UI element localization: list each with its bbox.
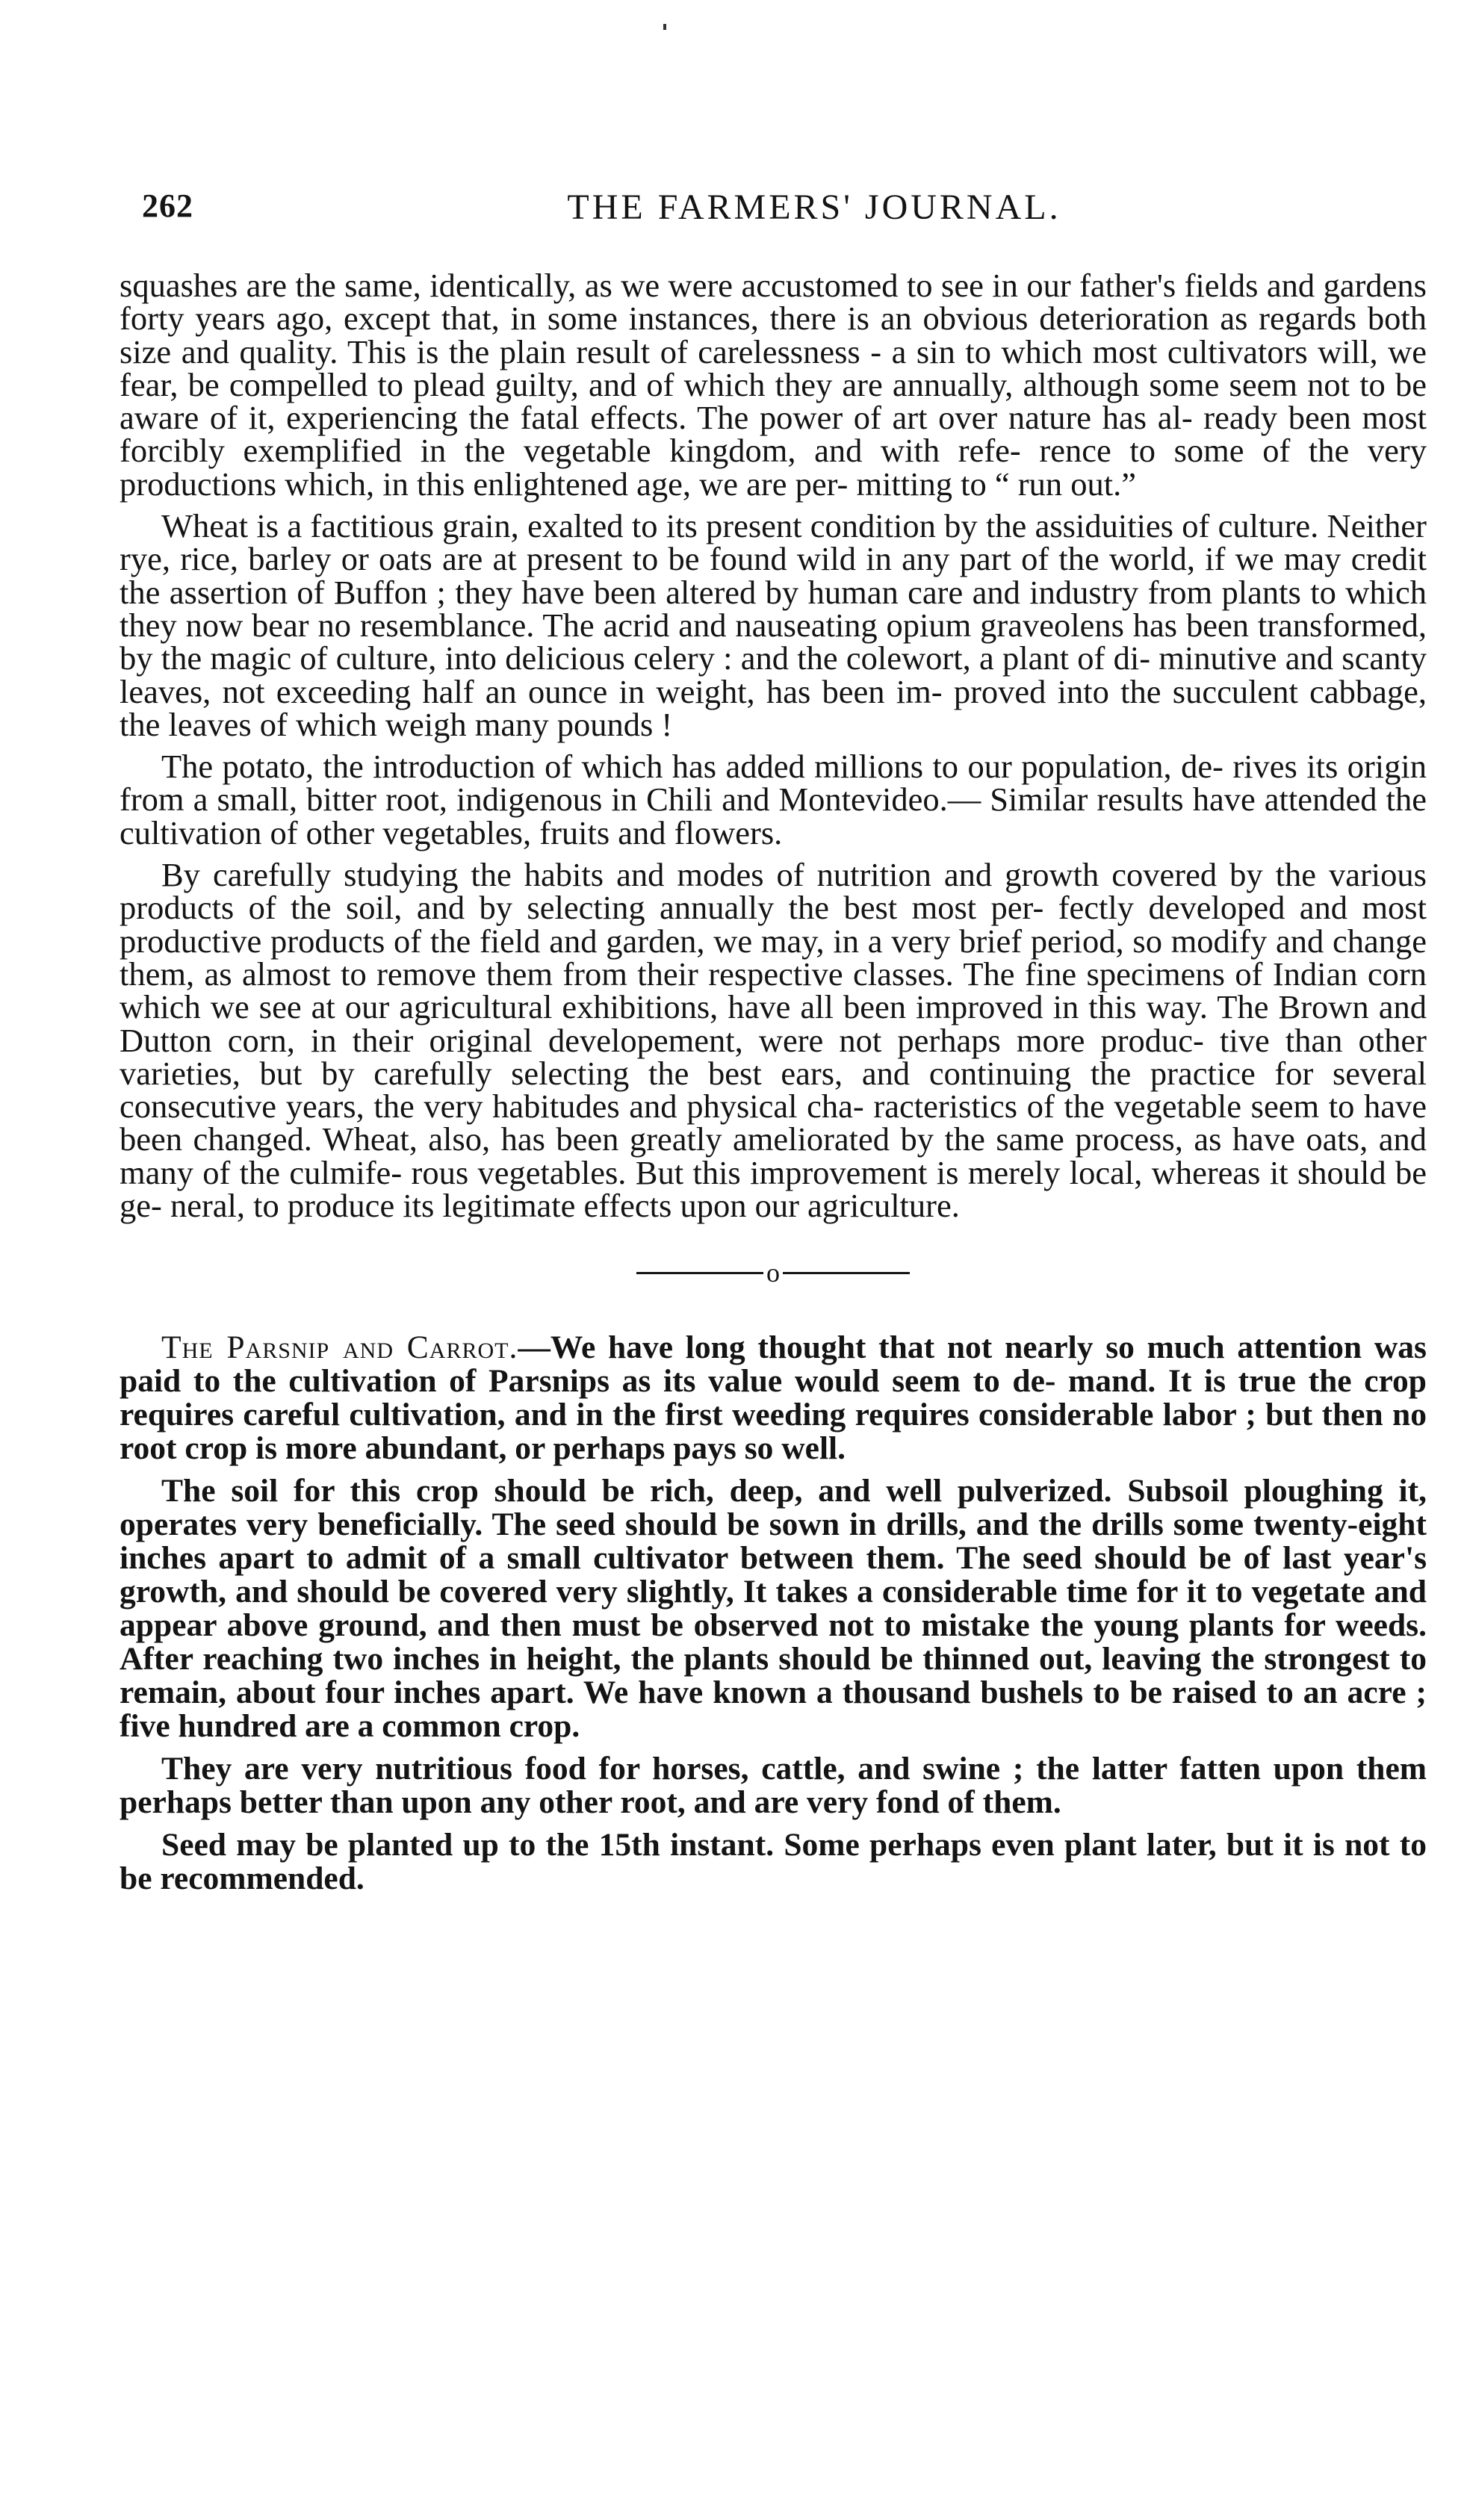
divider-mark: o [766,1258,780,1288]
paragraph: By carefully studying the habits and modes of nutrition and growth covered by the various products of the soil, and by selecting annually the best most per- fectly developed and most productive products of the field and garden, we may, in a very brief period, so modify and change them, as almost to remove them from their respective classes. The fine specimens of Indian corn which we see at our agricultural exhibitions, have all been improved in this way. The Brown and Dutton corn, in their original developement, were not perhaps more produc- tive than other varieties, but by carefully selecting the best ears, and continuing the practice for several consecutive years, the very habitudes and physical cha- racteristics of the vegetable seem to have been changed. Wheat, also, has been greatly ameliorated by the same process, as have oats, and many of the culmife- rous vegetables. But this improvement is merely local, whereas it should be ge- neral, to produce its legitimate effects upon our agriculture. [120,856,1427,1225]
page-number: 262 [142,187,193,224]
page-header [142,187,1427,239]
article-body [120,269,1427,1896]
section-divider [120,1256,1427,1286]
paragraph: The potato, the introduction of which has added millions to our population, de- rives its origin from a small, bitter root, indigenous in Chili and Montevideo.— Similar results have attended the cultivation of other vegetables, fruits and flowers. [120,748,1427,851]
divider-rule-left [636,1272,763,1274]
paragraph-text: —We have long thought that not nearly so much attention was paid to the cultivation of Parsnips as its value would seem to de- mand. It is true the crop requires careful cultivation, and in the first weeding requires considerable labor ; but then no root crop is more abundant, or perhaps pays so well. [120,1329,1427,1467]
running-title: THE FARMERS' JOURNAL. [567,187,1061,227]
paragraph: The soil for this crop should be rich, deep, and well pulverized. Subsoil ploughing it, operates very beneficially. The seed should be sown in drills, and the drills some twenty-eight inches apart to admit of a small cultivator between them. The seed should be of last year's growth, and should be covered very slightly, It takes a considerable time for it to vegetate and appear above ground, and then must be observed not to mistake the young plants for weeds. After reaching two inches in height, the plants should be thinned out, leaving the strongest to remain, about four inches apart. We have known a thousand bushels to be raised to an acre ; five hundred are a common crop. [120,1473,1427,1745]
divider-rule-right [783,1272,910,1274]
paragraph: Seed may be planted up to the 15th instant. Some perhaps even plant later, but it is not to be recommended. [120,1827,1427,1897]
parsnip-carrot-article [120,1331,1427,1896]
paragraph: squashes are the same, identically, as we were accustomed to see in our father's fields and gardens forty years ago, except that, in some instances, there is an obvious deterioration as regards both size and quality. This is the plain result of carelessness - a sin to which most cultivators will, we fear, be compelled to plead guilty, and of which they are annually, although some seem not to be aware of it, experiencing the fatal effects. The power of art over nature has al- ready been most forcibly exemplified in the vegetable kingdom, and with refe- rence to some of the very productions which, in this enlightened age, we are per- mitting to “ run out.” [120,267,1427,503]
article-heading: The Parsnip and Carrot. [161,1329,518,1366]
paragraph: Wheat is a factitious grain, exalted to its present condition by the assiduities of culture. Neither rye, rice, barley or oats are at present to be found wild in any part of the world, if we may credit the assertion of Buffon ; they have been altered by human care and industry from plants to which they now bear no resemblance. The acrid and nauseating opium graveolens has been transformed, by the magic of culture, into delicious celery : and the colewort, a plant of di- minutive and scanty leaves, not exceeding half an ounce in weight, has been im- proved into the succulent cabbage, the leaves of which weigh many pounds ! [120,507,1427,743]
article-continuation [120,267,1427,1225]
ink-speck [663,24,666,30]
paragraph [120,1331,1427,1465]
paragraph: They are very nutritious food for horses, cattle, and swine ; the latter fatten upon them perhaps better than upon any other root, and are very fond of them. [120,1751,1427,1821]
